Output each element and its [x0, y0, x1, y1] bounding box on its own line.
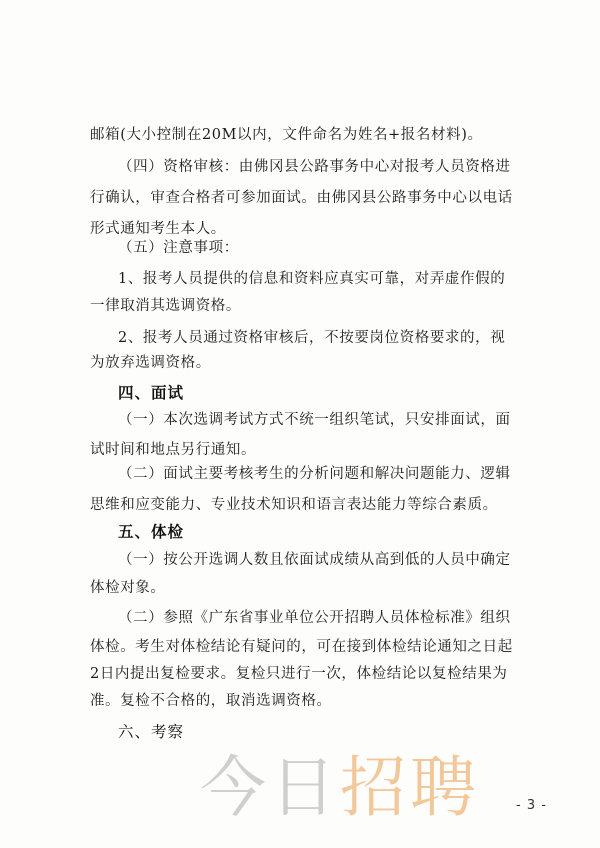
page-number: - 3 - [516, 798, 547, 813]
watermark-part-1: 今日 [200, 749, 340, 826]
section-heading-medical: 五、体检 [118, 523, 185, 541]
watermark-part-2: 招聘 [340, 749, 480, 826]
text-line: 2日内提出复检要求。复检只进行一次，体检结论以复检结果为 [90, 666, 508, 682]
text-line: （五）注意事项： [118, 240, 239, 256]
text-line: 准。复检不合格的，取消选调资格。 [90, 693, 332, 709]
section-heading-interview: 四、面试 [118, 384, 185, 402]
text-line: （四）资格审核：由佛冈县公路事务中心对报考人员资格进 [118, 159, 511, 175]
text-line: 行确认，审查合格者可参加面试。由佛冈县公路事务中心以电话 [90, 190, 513, 206]
text-line: 试时间和地点另行通知。 [90, 442, 257, 458]
text-line: 一律取消其选调资格。 [90, 298, 241, 314]
text-line: 1、报考人员提供的信息和资料应真实可靠，对弄虚作假的 [118, 271, 506, 287]
text-line: （二）面试主要考核考生的分析问题和解决问题能力、逻辑 [118, 466, 511, 482]
text-line: （一）本次选调考试方式不统一组织笔试，只安排面试，面 [118, 412, 511, 428]
text-line: 形式通知考生本人。 [90, 221, 226, 237]
text-line: （二）参照《广东省事业单位公开招聘人员体检标准》组织 [118, 610, 511, 626]
text-line: 邮箱(大小控制在20M以内，文件命名为姓名+报名材料)。 [90, 127, 483, 143]
text-line: 体检。考生对体检结论有疑问的，可在接到体检结论通知之日起 [90, 639, 513, 655]
watermark [200, 748, 480, 828]
text-line: 2、报考人员通过资格审核后，不按要岗位资格要求的，视 [118, 330, 506, 346]
text-line: 体检对象。 [90, 580, 166, 596]
section-heading-inspection: 六、考察 [118, 723, 185, 741]
text-line: 思维和应变能力、专业技术知识和语言表达能力等综合素质。 [90, 497, 498, 513]
text-line: 为放弃选调资格。 [90, 355, 211, 371]
text-line: （一）按公开选调人数且依面试成绩从高到低的人员中确定 [118, 552, 511, 568]
